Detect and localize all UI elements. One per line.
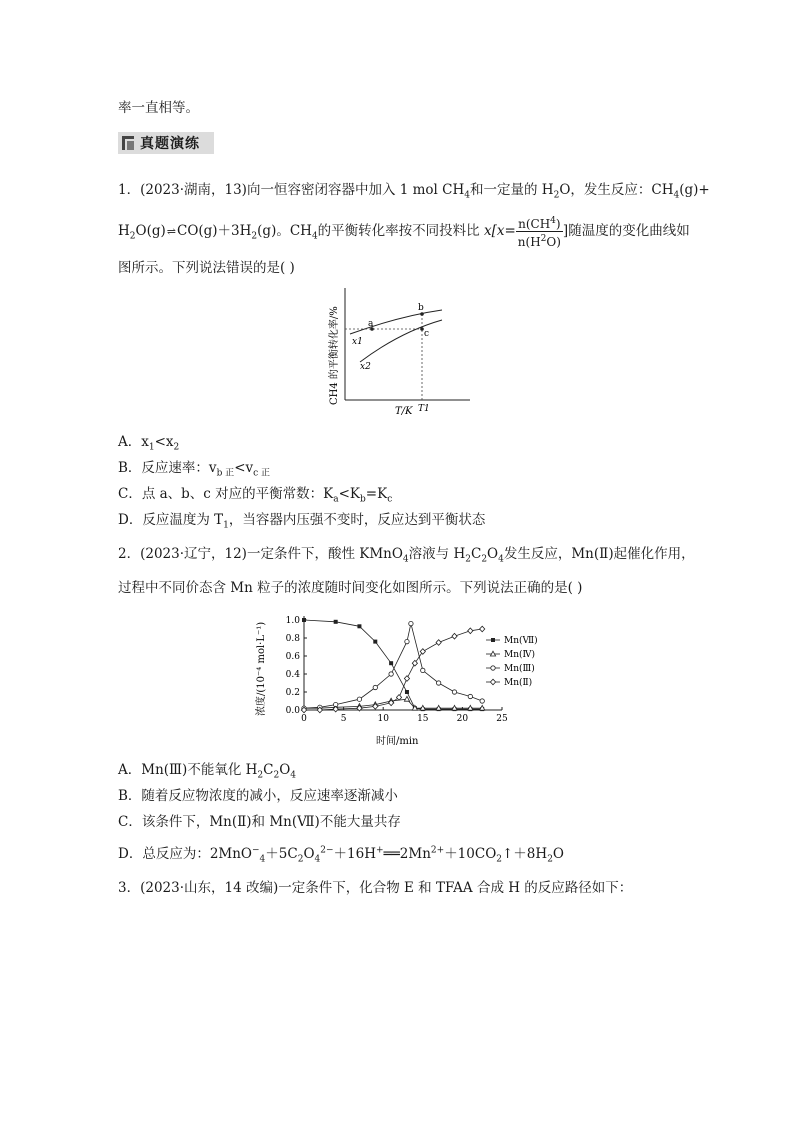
label-x1: x1 [352,337,363,347]
data-point-3 [396,695,401,701]
data-point-0 [405,690,409,694]
data-point-3 [480,626,485,632]
data-point-0 [334,620,338,624]
q1-option-d[interactable]: D．反应温度为 $T_1$，当容器内压强不变时，反应达到平衡状态 [118,512,486,531]
q2-stem-line1: 2．(2023·辽宁，12)一定条件下，酸性 KMnO$_4$溶液与 $H_2C_2O_4$发生反应，Mn(Ⅱ)起催化作用， [118,546,695,565]
x-tick-label: 5 [340,714,347,724]
q2-option-a[interactable]: A．Mn(Ⅲ)不能氧化 $H_2C_2O_4$ [118,762,297,781]
legend-label-3: Mn(Ⅱ) [504,678,533,688]
q2-option-d[interactable]: D．总反应为：$2MnO^-_4+5C_2O_4^{2-}+16H^+══2Mn^{2+}+10CO_2↑+8H_2O$ [118,845,564,865]
q1-option-c[interactable]: C．点 a、b、c 对应的平衡常数：$K_a<K_b=K_c$ [118,486,393,505]
x-tick-label: 10 [377,714,389,724]
y-tick-label: 0.2 [285,688,300,698]
data-point-2 [405,639,409,643]
label-a: a [368,319,374,329]
y-tick-label: 1.0 [285,616,300,626]
label-x2: x2 [360,362,371,372]
data-point-0 [373,640,377,644]
q1-stem-line2: $H_2O(g)\rightleftharpoons CO(g)+3H_2(g)$。$CH_4$的平衡转化率按不同投料比 x[x= $\frac{n(CH^4)}{n(H^2O)}$ ]随温度的变化曲线如 [118,216,690,249]
q3-stem-line1: 3．(2023·山东，14 改编)一定条件下，化合物 E 和 TFAA 合成 H 的反应路径如下： [118,880,633,896]
data-point-3 [404,676,409,682]
data-point-2 [468,694,472,698]
data-point-2 [480,699,484,703]
legend-marker-2 [491,666,495,670]
intro-tail: 率一直相等。 [118,100,199,116]
legend-label-1: Mn(Ⅳ) [504,650,536,660]
x-tick-label: 25 [496,714,508,724]
section-header [118,132,214,154]
x-tick-label: 15 [417,714,429,724]
data-point-0 [302,618,306,622]
data-point-3 [436,640,441,646]
data-point-2 [436,681,440,685]
chart1-ylabel: CH4 的平衡转化率/% [329,306,340,405]
q2-stem-line2: 过程中不同价态含 Mn 粒子的浓度随时间变化如图所示。下列说法正确的是( ) [118,580,583,596]
legend-marker-1 [490,651,495,656]
data-point-2 [409,621,413,625]
q1-stem-line1: 1．(2023·湖南，13)向一恒容密闭容器中加入 1 mol $CH_4$和一定量的 $H_2O$，发生反应：$CH_4(g)+$ [118,182,710,201]
q1-stem-line3: 图所示。下列说法错误的是( ) [118,260,295,276]
mn-concentration-chart [252,610,552,748]
x-tick-label: 20 [456,714,469,724]
y-tick-label: 0.6 [285,652,300,662]
data-point-3 [420,649,425,655]
q2-option-b[interactable]: B．随着反应物浓度的减小，反应速率逐渐减小 [118,788,398,804]
chart2-xlabel: 时间/min [376,736,419,747]
y-tick-label: 0.0 [285,706,300,716]
conversion-chart [320,280,480,420]
data-point-1 [404,696,409,701]
data-point-3 [452,633,457,639]
legend-marker-0 [491,638,495,642]
section-title: 真题演练 [140,136,200,152]
data-point-2 [389,672,393,676]
data-point-2 [373,685,377,689]
data-point-0 [389,661,393,665]
y-tick-label: 0.4 [285,670,300,680]
data-point-3 [468,628,473,634]
data-point-3 [412,660,417,666]
legend-label-0: Mn(Ⅶ) [504,636,538,646]
chart1-xlabel: T/K [395,406,413,417]
data-point-2 [357,697,361,701]
label-b: b [418,303,424,313]
label-c: c [424,329,430,339]
ratio-fraction: $\frac{n(CH^4)}{n(H^2O)}$ [517,216,561,249]
section-marker-icon [122,136,134,150]
legend-marker-3 [490,679,495,685]
chart2-ylabel: 浓度/(10⁻⁴ mol·L⁻¹) [256,621,267,716]
q1-option-a[interactable]: A．$x_1<x_2$ [118,434,180,453]
q2-option-c[interactable]: C．该条件下，Mn(Ⅱ)和 Mn(Ⅶ)不能大量共存 [118,814,401,830]
data-point-2 [421,668,425,672]
chart1-t1-label: T1 [418,404,430,414]
q1-option-b[interactable]: B．反应速率：$v_{b 正}<v_{c 正}$ [118,460,271,479]
legend-label-2: Mn(Ⅲ) [504,664,535,674]
y-tick-label: 0.8 [285,634,300,644]
data-point-0 [357,624,361,628]
data-point-2 [452,690,456,694]
x-tick-label: 0 [301,714,307,724]
